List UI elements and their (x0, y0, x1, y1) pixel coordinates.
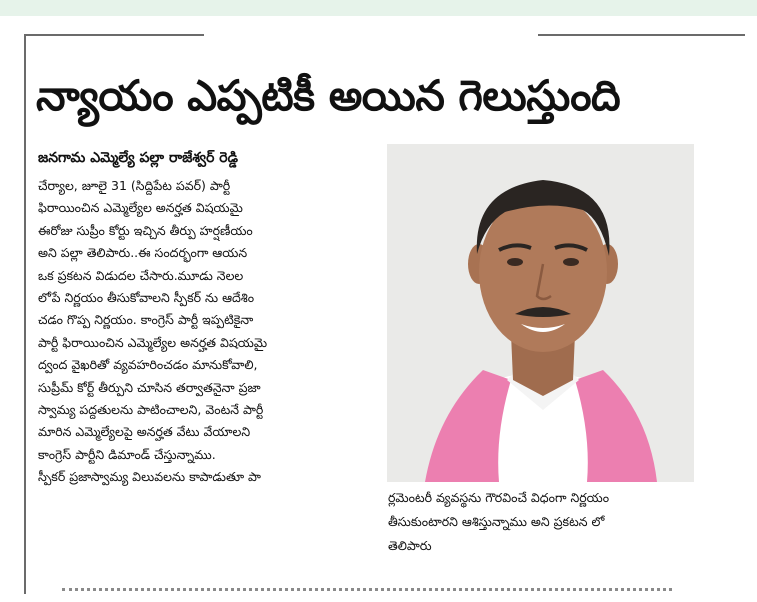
body-line: అని పల్లా తెలిపారు..ఈ సందర్భంగా ఆయన (38, 245, 248, 261)
article-caption-continuation (388, 486, 708, 558)
body-line: కాంగ్రెస్ పార్టీని డిమాండ్ చేస్తున్నాము. (38, 446, 216, 462)
body-line: స్వామ్య పద్దతులను పాటించాలని, వెంటనే పార్టీ (38, 401, 264, 417)
body-line: మారిన ఎమ్మెల్యేలపై అనర్హత వేటు వేయాలని (38, 424, 251, 440)
article-byline: జనగామ ఎమ్మెల్యే పల్లా రాజేశ్వర్ రెడ్డి (38, 150, 238, 166)
article-headline: న్యాయం ఎప్పటికీ అయిన గెలుస్తుంది (36, 71, 621, 120)
body-line: ఒక ప్రకటన విడుదల చేసారు.మూడు నెలల (38, 267, 244, 283)
caption-line: తెలిపారు (388, 538, 432, 553)
body-line: ఈరోజు సుప్రీం కోర్టు ఇచ్చిన తీర్పు హర్షణీయం (38, 222, 253, 238)
article-body (38, 175, 380, 488)
body-line: పార్టీ ఫిరాయించిన ఎమ్మెల్యేల అనర్హత విషయమై (38, 334, 268, 350)
body-line: చడం గొప్ప నిర్ణయం. కాంగ్రెస్ పార్టీ ఇప్పటికైనా (38, 312, 254, 328)
frame-bottom-dotted-rule (62, 588, 672, 591)
frame-left-rule (24, 34, 26, 594)
portrait-photo (387, 144, 694, 482)
body-line: సుప్రీమ్ కోర్ట్ తీర్పుని చూసిన తర్వాతనైనా ప్రజా (38, 379, 261, 395)
body-line: చేర్యాల, జూలై 31 (సిద్దిపేట పవర్) పార్టీ (38, 178, 231, 193)
top-banner-strip (0, 0, 757, 16)
caption-line: తీసుకుంటారని ఆశిస్తున్నాము అని ప్రకటన లో (388, 514, 605, 529)
body-line: ఫిరాయించిన ఎమ్మెల్యేల అనర్హత విషయమై (38, 200, 243, 216)
frame-top-right-rule (538, 34, 745, 36)
body-line: లోపే నిర్ణయం తీసుకోవాలని స్పీకర్ ను ఆదేశిం (38, 289, 255, 305)
portrait-illustration (387, 144, 694, 482)
body-line: స్పీకర్ ప్రజాస్వామ్య విలువలను కాపాడుతూ పా (38, 469, 261, 485)
caption-line: ర్లమెంటరీ వ్యవస్థను గౌరవించే విధంగా నిర్ణయం (388, 490, 610, 505)
frame-top-left-rule (24, 34, 204, 36)
body-line: ద్వంద వైఖరితో వ్యవహరించడం మానుకోవాలి, (38, 357, 258, 373)
